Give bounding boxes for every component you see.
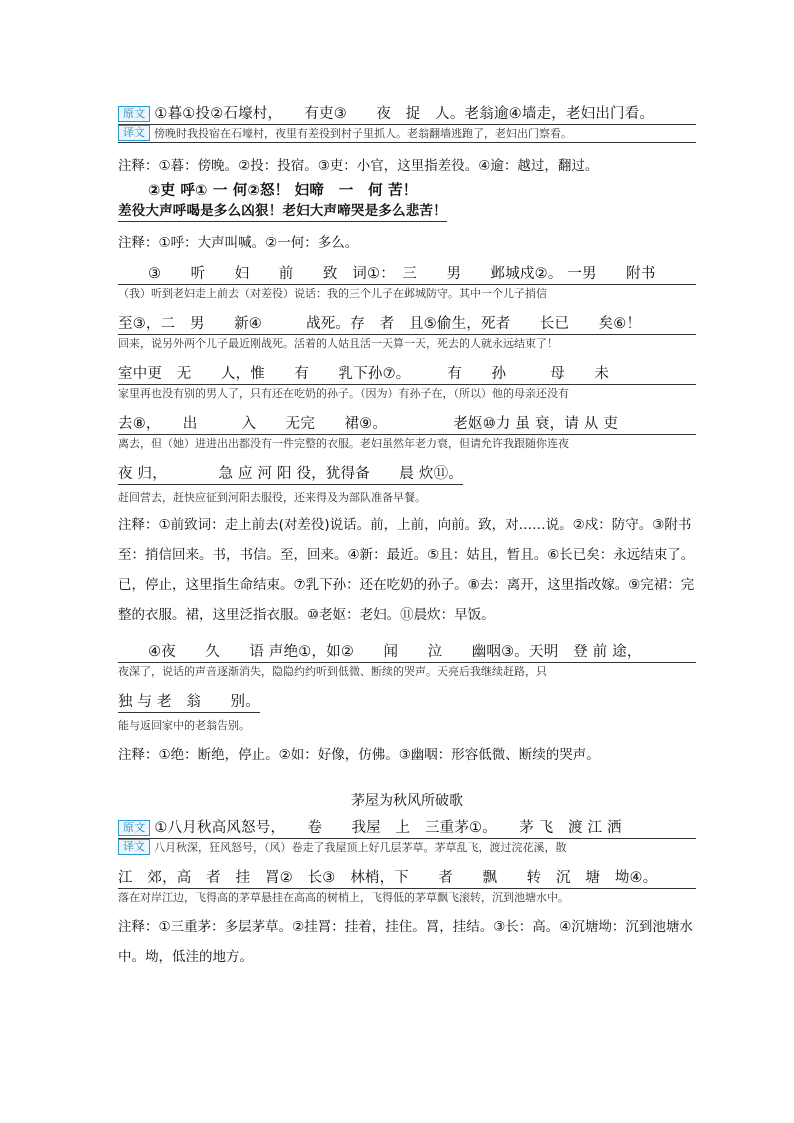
- p1-translation-text: 傍晚时我投宿在石壕村，夜里有差役到村子里抓人。老翁翻墙逃跑了，老妇出门察看。: [154, 127, 572, 140]
- p3-translation-line-3: 家里再也没有别的男人了，只有还在吃奶的孙子。（因为）有孙子在，（所以）他的母亲还没有: [118, 387, 569, 400]
- poem2-note: 注释：①三重茅：多层茅草。②挂罥：挂着，挂住。罥，挂结。③长：高。④沉塘坳：沉到池塘水中。坳，低洼的地方。: [118, 919, 693, 965]
- p1-original-line: [118, 104, 696, 125]
- poem2-translation-line-2: 落在对岸江边，飞得高的茅草悬挂在高高的树梢上，飞得低的茅草飘飞滚转，沉到池塘水中。: [118, 891, 569, 904]
- original-tag: 原文: [118, 106, 150, 122]
- p2-note: 注释：①呼：大声叫喊。②一何：多么。: [118, 235, 359, 251]
- p1-original-text: ①暮①投②石壕村， 有吏③ 夜 捉 人。老翁逾④墙走，老妇出门看。: [154, 106, 655, 122]
- p3-note: 注释：①前致词：走上前去(对差役)说话。前，上前，向前。致，对……说。②戍：防守。③附书至：捎信回来。书，书信。至，回来。④新：最近。⑤且：姑且，暂且。⑥长已矣：永远结束了。已，停止，这里指生命结束。⑦乳下孙：还在吃奶的孙子。⑧去：离开，这里指改嫁。⑨完裙：完整的衣服。裙，这里泛指衣服。⑩老妪：老妇。⑪晨炊：早饭。: [118, 517, 695, 623]
- p3-original-line-4: 去⑧， 出 入 无完 裙⑨。 老妪⑩力 虽 衰，请 从 吏: [118, 414, 696, 435]
- p3-original-line-3: 室中更 无 人，惟 有 乳下孙⑦。 有 孙 母 未: [118, 364, 696, 385]
- p3-translation-line-4: 离去，但（她）进进出出都没有一件完整的衣服。老妇虽然年老力衰，但请允许我跟随你连夜: [118, 437, 569, 450]
- translation-tag-2: 译文: [118, 839, 150, 855]
- original-tag-2: 原文: [118, 820, 150, 836]
- p4-original-line-1: ④夜 久 语 声绝①，如② 闻 泣 幽咽③。天明 登 前 途，: [118, 642, 696, 663]
- p3-translation-line-5: 赶回营去，赶快应征到河阳去服役，还来得及为部队准备早餐。: [118, 491, 426, 504]
- content: [118, 104, 696, 972]
- poem2-original-text-1: ①八月秋高风怒号， 卷 我屋 上 三重茅①。 茅 飞 渡 江 洒: [154, 820, 622, 836]
- p2-translation-line: 差役大声呼喝是多么凶狠！老妇大声啼哭是多么悲苦！: [118, 201, 447, 222]
- p4-translation-line-2: 能与返回家中的老翁告别。: [118, 719, 250, 732]
- poem2-translation-line-1: [118, 839, 696, 856]
- p2-original-line: ②吏 呼① 一 何②怒！ 妇啼 一 何 苦！: [148, 183, 418, 199]
- p3-original-line-5: 夜 归， 急 应 河 阳 役，犹得备 晨 炊⑪。: [118, 464, 463, 485]
- p1-translation-line: [118, 125, 696, 143]
- p3-translation-line-1: （我）听到老妇走上前去（对差役）说话：我的三个儿子在邺城防守。其中一个儿子捎信: [118, 287, 547, 300]
- translation-tag: 译文: [118, 125, 150, 141]
- p4-translation-line-1: 夜深了，说话的声音逐渐消失，隐隐约约听到低微、断续的哭声。天亮后我继续赶路，只: [118, 665, 547, 678]
- p4-note: 注释：①绝：断绝，停止。②如：好像，仿佛。③幽咽：形容低微、断续的哭声。: [118, 747, 600, 763]
- p4-block: [118, 642, 696, 734]
- poem2-title: 茅屋为秋风所破歌: [351, 793, 463, 809]
- poem2-original-line-1: [118, 818, 696, 839]
- p3-original-line-1: ③ 听 妇 前 致 词①： 三 男 邺城戍②。 一男 附书: [118, 264, 696, 285]
- p3-block: [118, 264, 696, 506]
- p3-translation-line-2: 回来，说另外两个儿子最近刚战死。活着的人姑且活一天算一天，死去的人就永远结束了！: [118, 337, 558, 350]
- poem2-original-line-2: 江 郊，高 者 挂 罥② 长③ 林梢，下 者 飘 转 沉 塘 坳④。: [118, 868, 696, 889]
- p4-original-line-2: 独 与 老 翁 别。: [118, 692, 260, 713]
- p3-original-line-2: 至③，二 男 新④ 战死。存 者 且⑤偷生，死者 长已 矣⑥！: [118, 314, 696, 335]
- poem2-translation-text-1: 八月秋深，狂风怒号，（风）卷走了我屋顶上好几层茅草。茅草乱飞，渡过浣花溪，散: [154, 841, 567, 854]
- p1-note: 注释：①暮：傍晚。②投：投宿。③吏：小官，这里指差役。④逾：越过，翻过。: [118, 158, 599, 174]
